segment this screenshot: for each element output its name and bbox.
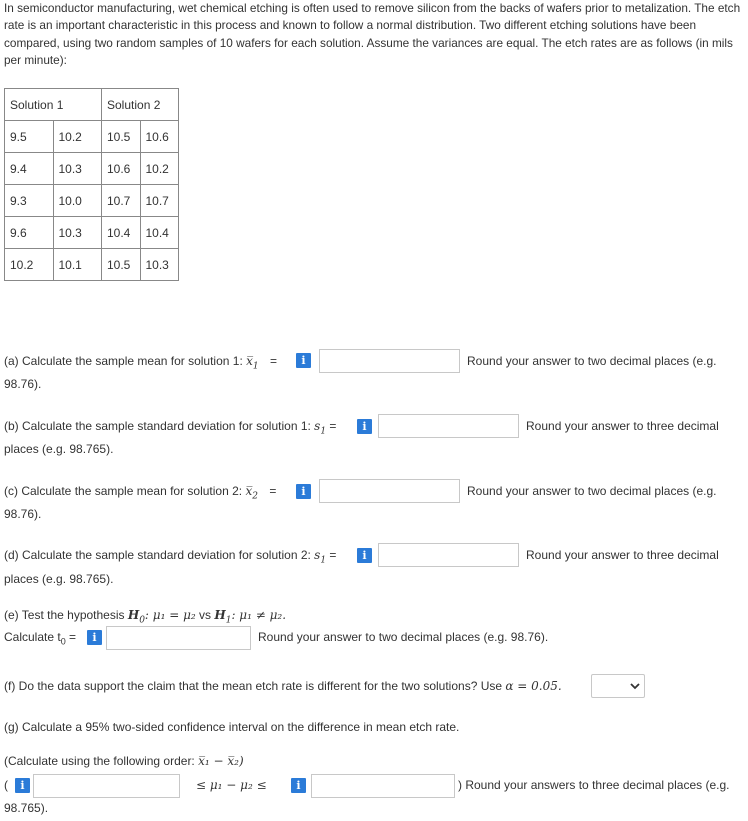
table-cell: 10.4 — [102, 217, 141, 249]
table-cell: 10.6 — [102, 153, 141, 185]
table-row — [5, 217, 179, 249]
sample-sd-1-input[interactable] — [378, 414, 519, 438]
table-cell: 10.3 — [140, 249, 179, 281]
chevron-down-icon — [630, 683, 640, 690]
table-cell: 10.2 — [53, 121, 102, 153]
table-cell: 10.5 — [102, 121, 141, 153]
table-row — [5, 249, 179, 281]
question-g-hint-cont: 98.765). — [4, 801, 49, 815]
question-d-hint: Round your answer to three decimal — [526, 548, 719, 562]
table-cell: 10.6 — [140, 121, 179, 153]
info-icon[interactable]: i — [357, 548, 372, 563]
question-e-label: (e) Test the hypothesis $H_0$: μ₁ = μ₂ vs $H_1$: μ₁ ≠ μ₂. — [4, 608, 287, 626]
table-cell: 10.3 — [53, 217, 102, 249]
question-a-hint: Round your answer to two decimal places (e.g. — [467, 354, 717, 368]
problem-intro: In semiconductor manufacturing, wet chemical etching is often used to remove silicon from the backs of wafers prior to metalization. The etch rate is an important characteristic in this process and known to follow a normal distribution. Two different etching solutions have been compared, using two random samples of 10 wafers for each solution. Assume the variances are equal. The etch rates are as follows (in mils per minute): — [4, 1, 741, 67]
table-cell: 10.1 — [53, 249, 102, 281]
header-solution-2: Solution 2 — [102, 89, 179, 121]
info-icon[interactable]: i — [15, 778, 30, 793]
question-d-hint-cont: places (e.g. 98.765). — [4, 572, 114, 586]
table-cell: 10.5 — [102, 249, 141, 281]
table-cell: 10.2 — [5, 249, 54, 281]
table-cell: 10.2 — [140, 153, 179, 185]
table-cell: 9.3 — [5, 185, 54, 217]
question-b-label: (b) Calculate the sample standard deviation for solution 1: $s_1$ = — [4, 419, 337, 437]
info-icon[interactable]: i — [291, 778, 306, 793]
question-f-label: (f) Do the data support the claim that the mean etch rate is different for the two solutions? Use α = 0.05. — [4, 679, 562, 693]
info-icon[interactable]: i — [296, 353, 311, 368]
table-cell: 10.4 — [140, 217, 179, 249]
table-cell: 10.7 — [140, 185, 179, 217]
table-row — [5, 185, 179, 217]
table-cell: 10.3 — [53, 153, 102, 185]
info-icon[interactable]: i — [357, 419, 372, 434]
table-header-row — [5, 89, 179, 121]
test-statistic-input[interactable] — [106, 626, 251, 650]
table-cell: 10.0 — [53, 185, 102, 217]
sample-mean-1-input[interactable] — [319, 349, 460, 373]
table-row — [5, 121, 179, 153]
table-cell: 9.4 — [5, 153, 54, 185]
question-b-hint: Round your answer to three decimal — [526, 419, 719, 433]
interval-open-paren: ( — [4, 778, 8, 792]
question-a-label: (a) Calculate the sample mean for solution 1: $x̅_1$ = — [4, 354, 277, 372]
table-cell: 9.6 — [5, 217, 54, 249]
question-e-calc-label: Calculate $t_0$ = — [4, 630, 77, 647]
question-c-label: (c) Calculate the sample mean for solution 2: $x̅_2$ = — [4, 484, 277, 502]
question-g-label: (g) Calculate a 95% two-sided confidence interval on the difference in mean etch rate. — [4, 720, 460, 734]
question-d-label: (d) Calculate the sample standard deviation for solution 2: $s_1$ = — [4, 548, 337, 566]
question-c-hint-cont: 98.76). — [4, 507, 42, 521]
question-b-hint-cont: places (e.g. 98.765). — [4, 442, 114, 456]
support-claim-select[interactable] — [591, 674, 645, 698]
info-icon[interactable]: i — [296, 484, 311, 499]
question-e-hint: Round your answer to two decimal places (e.g. 98.76). — [258, 630, 549, 644]
table-cell: 9.5 — [5, 121, 54, 153]
ci-lower-input[interactable] — [33, 774, 180, 798]
header-solution-1: Solution 1 — [5, 89, 102, 121]
table-cell: 10.7 — [102, 185, 141, 217]
question-g-hint: ) Round your answers to three decimal places (e.g. — [458, 778, 730, 792]
etch-rate-table — [4, 88, 179, 281]
sample-sd-2-input[interactable] — [378, 543, 519, 567]
question-a-hint-cont: 98.76). — [4, 377, 42, 391]
info-icon[interactable]: i — [87, 630, 102, 645]
question-g-order: (Calculate using the following order: x̅₁ − x̅₂) — [4, 754, 244, 768]
ci-upper-input[interactable] — [311, 774, 455, 798]
sample-mean-2-input[interactable] — [319, 479, 460, 503]
question-c-hint: Round your answer to two decimal places (e.g. — [467, 484, 717, 498]
interval-inequality: ≤ μ₁ − μ₂ ≤ — [196, 778, 267, 792]
table-row — [5, 153, 179, 185]
